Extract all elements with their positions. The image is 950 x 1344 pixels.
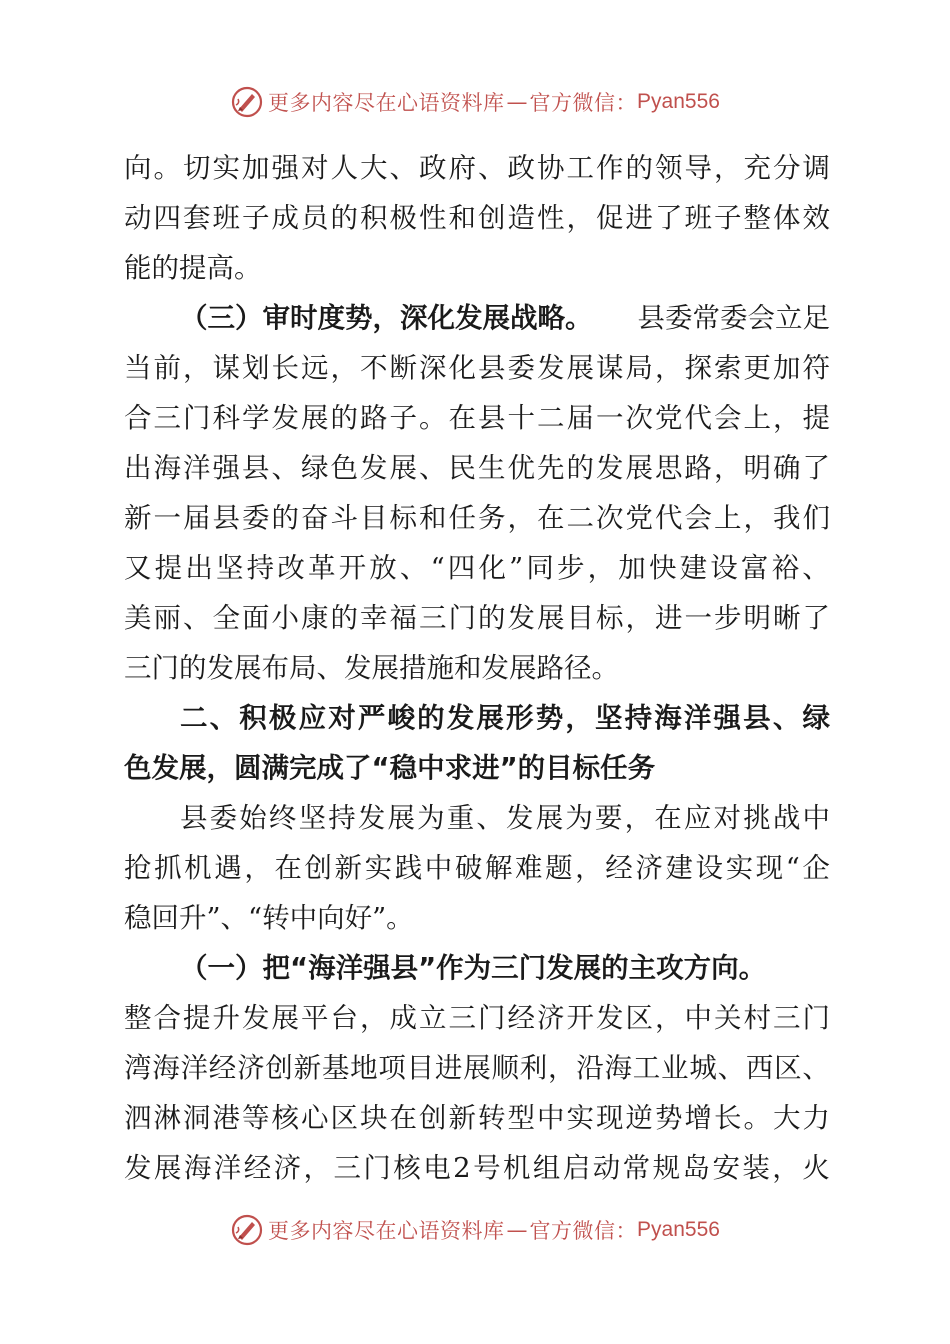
text-line: 动 四 套 班 子 成 员 的 积 极 性 和 创 造 性 ， 促 进 了 班 子 整 体 效: [124, 202, 830, 234]
text-line: 抢 抓 机 遇 ， 在 创 新 实 践 中 破 解 难 题 ， 经 济 建 设 实 现 “ 企: [124, 852, 830, 884]
text-line: 合 三 门 科 学 发 展 的 路 子 。 在 县 十 二 届 一 次 党 代 会 上 ， 提: [124, 402, 830, 434]
text-line: 向 。 切 实 加 强 对 人 大 、 政 府 、 政 协 工 作 的 领 导 ， 充 分 调: [124, 152, 830, 184]
chapter-heading: 二 、 积 极 应 对 严 峻 的 发 展 形 势 ， 坚 持 海 洋 强 县 、 绿: [180, 702, 830, 734]
watermark-contact-id: Pyan556: [637, 1218, 720, 1241]
text-line: 当 前 ， 谋 划 长 远 ， 不 断 深 化 县 委 发 展 谋 局 ， 探 索 更 加 符: [124, 352, 830, 384]
text-line: 新 一 届 县 委 的 奋 斗 目 标 和 任 务 ， 在 二 次 党 代 会 上 ， 我 们: [124, 502, 830, 534]
text-line: 三门的发展布局、发展措施和发展路径。: [124, 652, 619, 684]
pen-circle-logo-icon: [230, 1213, 264, 1247]
text-line: 能的提高。: [124, 252, 262, 284]
pen-circle-logo-icon: [230, 85, 264, 119]
text-line: 泗 淋 洞 港 等 核 心 区 块 在 创 新 转 型 中 实 现 逆 势 增 长 。 大 力: [124, 1102, 830, 1134]
section-heading-line: [124, 293, 830, 343]
text-line: 县 委 始 终 坚 持 发 展 为 重 、 发 展 为 要 ， 在 应 对 挑 战 中: [180, 802, 830, 834]
text-line: 稳回升”、“转中向好”。: [124, 902, 414, 934]
section-heading: （一）把“海洋强县”作为三门发展的主攻方向。: [180, 952, 767, 984]
watermark-contact-label: 官方微信：: [529, 91, 638, 115]
document-body: [124, 143, 830, 1193]
watermark-separator: —: [506, 90, 528, 114]
text-line: 发 展 海 洋 经 济 ， 三 门 核 电 2 号 机 组 启 动 常 规 岛 安 装 ， 火: [124, 1152, 830, 1184]
watermark-text: 更多内容尽在心语资料库: [268, 91, 505, 115]
section-heading: （三）审时度势，深化发展战略。: [180, 302, 593, 334]
text-segment: 县委常委会立足: [637, 302, 830, 334]
watermark-text: 更多内容尽在心语资料库: [268, 1219, 505, 1243]
header-watermark: [0, 82, 950, 122]
text-line: 整 合 提 升 发 展 平 台 ， 成 立 三 门 经 济 开 发 区 ， 中 关 村 三 门: [124, 1002, 830, 1034]
watermark-contact-id: Pyan556: [637, 90, 720, 113]
chapter-heading-cont: 色发展，圆满完成了“稳中求进”的目标任务: [124, 752, 656, 784]
footer-watermark: [0, 1210, 950, 1250]
text-line: 湾 海 洋 经 济 创 新 基 地 项 目 进 展 顺 利 ， 沿 海 工 业 城 、 西 区 、: [124, 1052, 830, 1084]
text-line: 出 海 洋 强 县 、 绿 色 发 展 、 民 生 优 先 的 发 展 思 路 ， 明 确 了: [124, 452, 830, 484]
text-line: 又 提 出 坚 持 改 革 开 放 、 “ 四 化 ” 同 步 ， 加 快 建 设 富 裕 、: [124, 552, 830, 584]
text-line: 美 丽 、 全 面 小 康 的 幸 福 三 门 的 发 展 目 标 ， 进 一 步 明 晰 了: [124, 602, 830, 634]
watermark-contact-label: 官方微信：: [529, 1219, 638, 1243]
watermark-separator: —: [506, 1218, 528, 1242]
